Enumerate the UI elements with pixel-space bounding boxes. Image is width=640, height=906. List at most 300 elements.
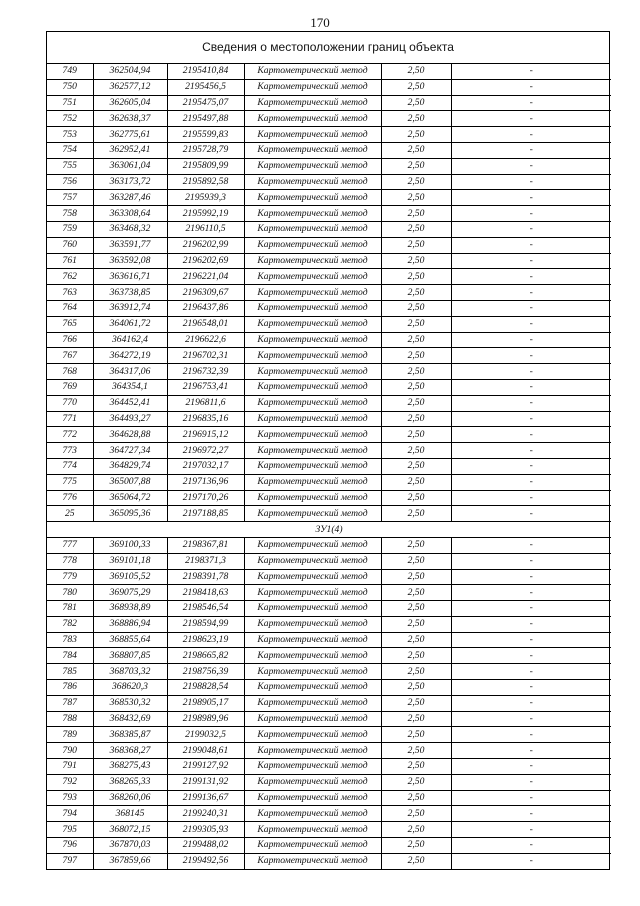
table-row: [47, 300, 611, 316]
description-cell: -: [451, 537, 611, 553]
point-number-cell: 769: [47, 379, 93, 395]
description-cell: -: [451, 174, 611, 190]
x-coordinate-cell: 368530,32: [93, 695, 167, 711]
description-cell: -: [451, 711, 611, 727]
table-row: [47, 790, 611, 806]
x-coordinate-cell: 363616,71: [93, 269, 167, 285]
method-cell: Картометрический метод: [244, 332, 381, 348]
description-cell: -: [451, 364, 611, 380]
method-cell: Картометрический метод: [244, 458, 381, 474]
description-cell: -: [451, 743, 611, 759]
description-cell: -: [451, 285, 611, 301]
accuracy-cell: 2,50: [381, 379, 451, 395]
point-number-cell: 765: [47, 316, 93, 332]
point-number-cell: 755: [47, 158, 93, 174]
accuracy-cell: 2,50: [381, 680, 451, 696]
method-cell: Картометрический метод: [244, 632, 381, 648]
accuracy-cell: 2,50: [381, 838, 451, 854]
description-cell: -: [451, 632, 611, 648]
point-number-cell: 760: [47, 237, 93, 253]
table-row: [47, 490, 611, 506]
accuracy-cell: 2,50: [381, 853, 451, 868]
y-coordinate-cell: 2199048,61: [167, 743, 244, 759]
table-row: [47, 158, 611, 174]
y-coordinate-cell: 2195456,5: [167, 79, 244, 95]
point-number-cell: 759: [47, 221, 93, 237]
description-cell: -: [451, 427, 611, 443]
x-coordinate-cell: 368938,89: [93, 601, 167, 617]
accuracy-cell: 2,50: [381, 411, 451, 427]
x-coordinate-cell: 368260,06: [93, 790, 167, 806]
method-cell: Картометрический метод: [244, 364, 381, 380]
x-coordinate-cell: 365007,88: [93, 474, 167, 490]
table-row: [47, 364, 611, 380]
x-coordinate-cell: 365064,72: [93, 490, 167, 506]
method-cell: Картометрический метод: [244, 711, 381, 727]
table-row: [47, 664, 611, 680]
x-coordinate-cell: 364272,19: [93, 348, 167, 364]
y-coordinate-cell: 2195475,07: [167, 95, 244, 111]
method-cell: Картометрический метод: [244, 348, 381, 364]
description-cell: -: [451, 664, 611, 680]
y-coordinate-cell: 2195809,99: [167, 158, 244, 174]
x-coordinate-cell: 368265,33: [93, 774, 167, 790]
point-number-cell: 766: [47, 332, 93, 348]
point-number-cell: 758: [47, 206, 93, 222]
method-cell: Картометрический метод: [244, 95, 381, 111]
accuracy-cell: 2,50: [381, 490, 451, 506]
method-cell: Картометрический метод: [244, 790, 381, 806]
x-coordinate-cell: 368368,27: [93, 743, 167, 759]
description-cell: -: [451, 680, 611, 696]
y-coordinate-cell: 2198546,54: [167, 601, 244, 617]
table-row: [47, 142, 611, 158]
table-row: [47, 269, 611, 285]
accuracy-cell: 2,50: [381, 142, 451, 158]
y-coordinate-cell: 2196732,39: [167, 364, 244, 380]
y-coordinate-cell: 2197188,85: [167, 506, 244, 522]
y-coordinate-cell: 2195939,3: [167, 190, 244, 206]
point-number-cell: 793: [47, 790, 93, 806]
description-cell: -: [451, 458, 611, 474]
method-cell: Картометрический метод: [244, 395, 381, 411]
x-coordinate-cell: 368385,87: [93, 727, 167, 743]
y-coordinate-cell: 2196972,27: [167, 443, 244, 459]
point-number-cell: 784: [47, 648, 93, 664]
method-cell: Картометрический метод: [244, 648, 381, 664]
accuracy-cell: 2,50: [381, 253, 451, 269]
method-cell: Картометрический метод: [244, 427, 381, 443]
description-cell: -: [451, 269, 611, 285]
accuracy-cell: 2,50: [381, 822, 451, 838]
y-coordinate-cell: 2198828,54: [167, 680, 244, 696]
method-cell: Картометрический метод: [244, 822, 381, 838]
table-row: [47, 601, 611, 617]
method-cell: Картометрический метод: [244, 443, 381, 459]
coordinates-table: [47, 64, 611, 869]
x-coordinate-cell: 363592,08: [93, 253, 167, 269]
x-coordinate-cell: 368807,85: [93, 648, 167, 664]
point-number-cell: 780: [47, 585, 93, 601]
table-row: [47, 838, 611, 854]
method-cell: Картометрический метод: [244, 680, 381, 696]
point-number-cell: 770: [47, 395, 93, 411]
method-cell: Картометрический метод: [244, 411, 381, 427]
table-row: [47, 822, 611, 838]
y-coordinate-cell: 2196702,31: [167, 348, 244, 364]
method-cell: Картометрический метод: [244, 743, 381, 759]
x-coordinate-cell: 368275,43: [93, 759, 167, 775]
point-number-cell: 25: [47, 506, 93, 522]
method-cell: Картометрический метод: [244, 237, 381, 253]
point-number-cell: 794: [47, 806, 93, 822]
accuracy-cell: 2,50: [381, 64, 451, 79]
x-coordinate-cell: 364727,34: [93, 443, 167, 459]
point-number-cell: 778: [47, 553, 93, 569]
accuracy-cell: 2,50: [381, 269, 451, 285]
table-row: [47, 569, 611, 585]
method-cell: Картометрический метод: [244, 616, 381, 632]
method-cell: Картометрический метод: [244, 269, 381, 285]
y-coordinate-cell: 2199032,5: [167, 727, 244, 743]
accuracy-cell: 2,50: [381, 774, 451, 790]
method-cell: Картометрический метод: [244, 379, 381, 395]
y-coordinate-cell: 2195497,88: [167, 111, 244, 127]
description-cell: -: [451, 111, 611, 127]
description-cell: -: [451, 395, 611, 411]
description-cell: -: [451, 79, 611, 95]
point-number-cell: 768: [47, 364, 93, 380]
accuracy-cell: 2,50: [381, 616, 451, 632]
point-number-cell: 764: [47, 300, 93, 316]
y-coordinate-cell: 2196202,99: [167, 237, 244, 253]
method-cell: Картометрический метод: [244, 806, 381, 822]
method-cell: Картометрический метод: [244, 695, 381, 711]
description-cell: -: [451, 158, 611, 174]
point-number-cell: 787: [47, 695, 93, 711]
y-coordinate-cell: 2196753,41: [167, 379, 244, 395]
table-row: [47, 806, 611, 822]
accuracy-cell: 2,50: [381, 237, 451, 253]
point-number-cell: 771: [47, 411, 93, 427]
x-coordinate-cell: 362638,37: [93, 111, 167, 127]
table-row: [47, 506, 611, 522]
point-number-cell: 775: [47, 474, 93, 490]
description-cell: -: [451, 648, 611, 664]
y-coordinate-cell: 2198623,19: [167, 632, 244, 648]
accuracy-cell: 2,50: [381, 743, 451, 759]
point-number-cell: 773: [47, 443, 93, 459]
x-coordinate-cell: 364452,41: [93, 395, 167, 411]
method-cell: Картометрический метод: [244, 221, 381, 237]
accuracy-cell: 2,50: [381, 569, 451, 585]
method-cell: Картометрический метод: [244, 158, 381, 174]
point-number-cell: 781: [47, 601, 93, 617]
table-row: [47, 95, 611, 111]
table-row: [47, 743, 611, 759]
y-coordinate-cell: 2199136,67: [167, 790, 244, 806]
point-number-cell: 797: [47, 853, 93, 868]
point-number-cell: 795: [47, 822, 93, 838]
x-coordinate-cell: 363468,32: [93, 221, 167, 237]
y-coordinate-cell: 2199240,31: [167, 806, 244, 822]
description-cell: -: [451, 695, 611, 711]
point-number-cell: 782: [47, 616, 93, 632]
table-row: [47, 458, 611, 474]
table-row: [47, 64, 611, 79]
y-coordinate-cell: 2199127,92: [167, 759, 244, 775]
table-row: [47, 680, 611, 696]
table-row: [47, 443, 611, 459]
table-row: [47, 774, 611, 790]
y-coordinate-cell: 2198905,17: [167, 695, 244, 711]
method-cell: Картометрический метод: [244, 759, 381, 775]
accuracy-cell: 2,50: [381, 727, 451, 743]
x-coordinate-cell: 368432,69: [93, 711, 167, 727]
x-coordinate-cell: 368886,94: [93, 616, 167, 632]
point-number-cell: 763: [47, 285, 93, 301]
description-cell: -: [451, 585, 611, 601]
method-cell: Картометрический метод: [244, 474, 381, 490]
method-cell: Картометрический метод: [244, 142, 381, 158]
y-coordinate-cell: 2198594,99: [167, 616, 244, 632]
method-cell: Картометрический метод: [244, 64, 381, 79]
accuracy-cell: 2,50: [381, 332, 451, 348]
description-cell: -: [451, 553, 611, 569]
x-coordinate-cell: 369105,52: [93, 569, 167, 585]
table-row: [47, 411, 611, 427]
y-coordinate-cell: 2198391,78: [167, 569, 244, 585]
x-coordinate-cell: 363308,64: [93, 206, 167, 222]
description-cell: -: [451, 727, 611, 743]
description-cell: -: [451, 490, 611, 506]
description-cell: -: [451, 474, 611, 490]
x-coordinate-cell: 362577,12: [93, 79, 167, 95]
section-title: Сведения о местоположении границ объекта: [47, 32, 609, 64]
description-cell: -: [451, 838, 611, 854]
point-number-cell: 790: [47, 743, 93, 759]
table-row: [47, 221, 611, 237]
point-number-cell: 750: [47, 79, 93, 95]
x-coordinate-cell: 364061,72: [93, 316, 167, 332]
table-row: [47, 853, 611, 868]
table-row: [47, 348, 611, 364]
description-cell: -: [451, 127, 611, 143]
accuracy-cell: 2,50: [381, 458, 451, 474]
y-coordinate-cell: 2196110,5: [167, 221, 244, 237]
point-number-cell: 762: [47, 269, 93, 285]
description-cell: -: [451, 237, 611, 253]
point-number-cell: 786: [47, 680, 93, 696]
accuracy-cell: 2,50: [381, 711, 451, 727]
description-cell: -: [451, 822, 611, 838]
point-number-cell: 749: [47, 64, 93, 79]
accuracy-cell: 2,50: [381, 127, 451, 143]
method-cell: Картометрический метод: [244, 111, 381, 127]
table-row: [47, 648, 611, 664]
method-cell: Картометрический метод: [244, 553, 381, 569]
table-row: [47, 316, 611, 332]
accuracy-cell: 2,50: [381, 348, 451, 364]
accuracy-cell: 2,50: [381, 537, 451, 553]
table-row: [47, 237, 611, 253]
x-coordinate-cell: 368620,3: [93, 680, 167, 696]
table-row: [47, 727, 611, 743]
accuracy-cell: 2,50: [381, 395, 451, 411]
boundary-table-frame: [46, 31, 610, 870]
description-cell: -: [451, 443, 611, 459]
point-number-cell: 753: [47, 127, 93, 143]
accuracy-cell: 2,50: [381, 443, 451, 459]
description-cell: -: [451, 569, 611, 585]
point-number-cell: 761: [47, 253, 93, 269]
method-cell: Картометрический метод: [244, 253, 381, 269]
y-coordinate-cell: 2197136,96: [167, 474, 244, 490]
x-coordinate-cell: 368072,15: [93, 822, 167, 838]
table-row: [47, 695, 611, 711]
description-cell: -: [451, 774, 611, 790]
point-number-cell: 756: [47, 174, 93, 190]
y-coordinate-cell: 2197170,26: [167, 490, 244, 506]
y-coordinate-cell: 2196548,01: [167, 316, 244, 332]
point-number-cell: 777: [47, 537, 93, 553]
y-coordinate-cell: 2196309,67: [167, 285, 244, 301]
y-coordinate-cell: 2198989,96: [167, 711, 244, 727]
accuracy-cell: 2,50: [381, 190, 451, 206]
description-cell: -: [451, 379, 611, 395]
accuracy-cell: 2,50: [381, 506, 451, 522]
y-coordinate-cell: 2199131,92: [167, 774, 244, 790]
table-row: [47, 711, 611, 727]
y-coordinate-cell: 2198367,81: [167, 537, 244, 553]
accuracy-cell: 2,50: [381, 553, 451, 569]
accuracy-cell: 2,50: [381, 300, 451, 316]
point-number-cell: 788: [47, 711, 93, 727]
y-coordinate-cell: 2195599,83: [167, 127, 244, 143]
accuracy-cell: 2,50: [381, 79, 451, 95]
point-number-cell: 767: [47, 348, 93, 364]
description-cell: -: [451, 190, 611, 206]
description-cell: -: [451, 348, 611, 364]
point-number-cell: 757: [47, 190, 93, 206]
accuracy-cell: 2,50: [381, 759, 451, 775]
x-coordinate-cell: 368703,32: [93, 664, 167, 680]
table-row: [47, 553, 611, 569]
x-coordinate-cell: 369100,33: [93, 537, 167, 553]
accuracy-cell: 2,50: [381, 474, 451, 490]
x-coordinate-cell: 368145: [93, 806, 167, 822]
table-row: [47, 285, 611, 301]
description-cell: -: [451, 253, 611, 269]
y-coordinate-cell: 2196811,6: [167, 395, 244, 411]
description-cell: -: [451, 616, 611, 632]
method-cell: Картометрический метод: [244, 727, 381, 743]
description-cell: -: [451, 316, 611, 332]
point-number-cell: 752: [47, 111, 93, 127]
y-coordinate-cell: 2195992,19: [167, 206, 244, 222]
x-coordinate-cell: 364829,74: [93, 458, 167, 474]
table-row: [47, 759, 611, 775]
point-number-cell: 791: [47, 759, 93, 775]
description-cell: -: [451, 206, 611, 222]
accuracy-cell: 2,50: [381, 174, 451, 190]
subsection-row: [47, 522, 611, 538]
y-coordinate-cell: 2199305,93: [167, 822, 244, 838]
point-number-cell: 754: [47, 142, 93, 158]
description-cell: -: [451, 142, 611, 158]
description-cell: -: [451, 221, 611, 237]
y-coordinate-cell: 2198665,82: [167, 648, 244, 664]
description-cell: -: [451, 759, 611, 775]
x-coordinate-cell: 363061,04: [93, 158, 167, 174]
point-number-cell: 783: [47, 632, 93, 648]
accuracy-cell: 2,50: [381, 364, 451, 380]
method-cell: Картометрический метод: [244, 664, 381, 680]
method-cell: Картометрический метод: [244, 206, 381, 222]
method-cell: Картометрический метод: [244, 601, 381, 617]
table-row: [47, 537, 611, 553]
accuracy-cell: 2,50: [381, 585, 451, 601]
method-cell: Картометрический метод: [244, 585, 381, 601]
table-row: [47, 190, 611, 206]
y-coordinate-cell: 2198418,63: [167, 585, 244, 601]
y-coordinate-cell: 2199488,02: [167, 838, 244, 854]
y-coordinate-cell: 2195410,84: [167, 64, 244, 79]
x-coordinate-cell: 365095,36: [93, 506, 167, 522]
accuracy-cell: 2,50: [381, 427, 451, 443]
table-row: [47, 379, 611, 395]
accuracy-cell: 2,50: [381, 664, 451, 680]
x-coordinate-cell: 369075,29: [93, 585, 167, 601]
description-cell: -: [451, 601, 611, 617]
table-row: [47, 206, 611, 222]
accuracy-cell: 2,50: [381, 316, 451, 332]
y-coordinate-cell: 2196202,69: [167, 253, 244, 269]
point-number-cell: 785: [47, 664, 93, 680]
subsection-label: ЗУ1(4): [47, 522, 611, 538]
y-coordinate-cell: 2196437,86: [167, 300, 244, 316]
accuracy-cell: 2,50: [381, 206, 451, 222]
description-cell: -: [451, 806, 611, 822]
x-coordinate-cell: 368855,64: [93, 632, 167, 648]
method-cell: Картометрический метод: [244, 190, 381, 206]
point-number-cell: 751: [47, 95, 93, 111]
point-number-cell: 774: [47, 458, 93, 474]
y-coordinate-cell: 2196835,16: [167, 411, 244, 427]
point-number-cell: 776: [47, 490, 93, 506]
table-row: [47, 332, 611, 348]
point-number-cell: 796: [47, 838, 93, 854]
method-cell: Картометрический метод: [244, 174, 381, 190]
table-row: [47, 127, 611, 143]
method-cell: Картометрический метод: [244, 490, 381, 506]
x-coordinate-cell: 363912,74: [93, 300, 167, 316]
y-coordinate-cell: 2195892,58: [167, 174, 244, 190]
x-coordinate-cell: 362504,94: [93, 64, 167, 79]
y-coordinate-cell: 2197032,17: [167, 458, 244, 474]
y-coordinate-cell: 2195728,79: [167, 142, 244, 158]
accuracy-cell: 2,50: [381, 158, 451, 174]
table-row: [47, 474, 611, 490]
point-number-cell: 789: [47, 727, 93, 743]
method-cell: Картометрический метод: [244, 285, 381, 301]
point-number-cell: 772: [47, 427, 93, 443]
x-coordinate-cell: 369101,18: [93, 553, 167, 569]
description-cell: -: [451, 332, 611, 348]
x-coordinate-cell: 363173,72: [93, 174, 167, 190]
x-coordinate-cell: 362952,41: [93, 142, 167, 158]
accuracy-cell: 2,50: [381, 632, 451, 648]
